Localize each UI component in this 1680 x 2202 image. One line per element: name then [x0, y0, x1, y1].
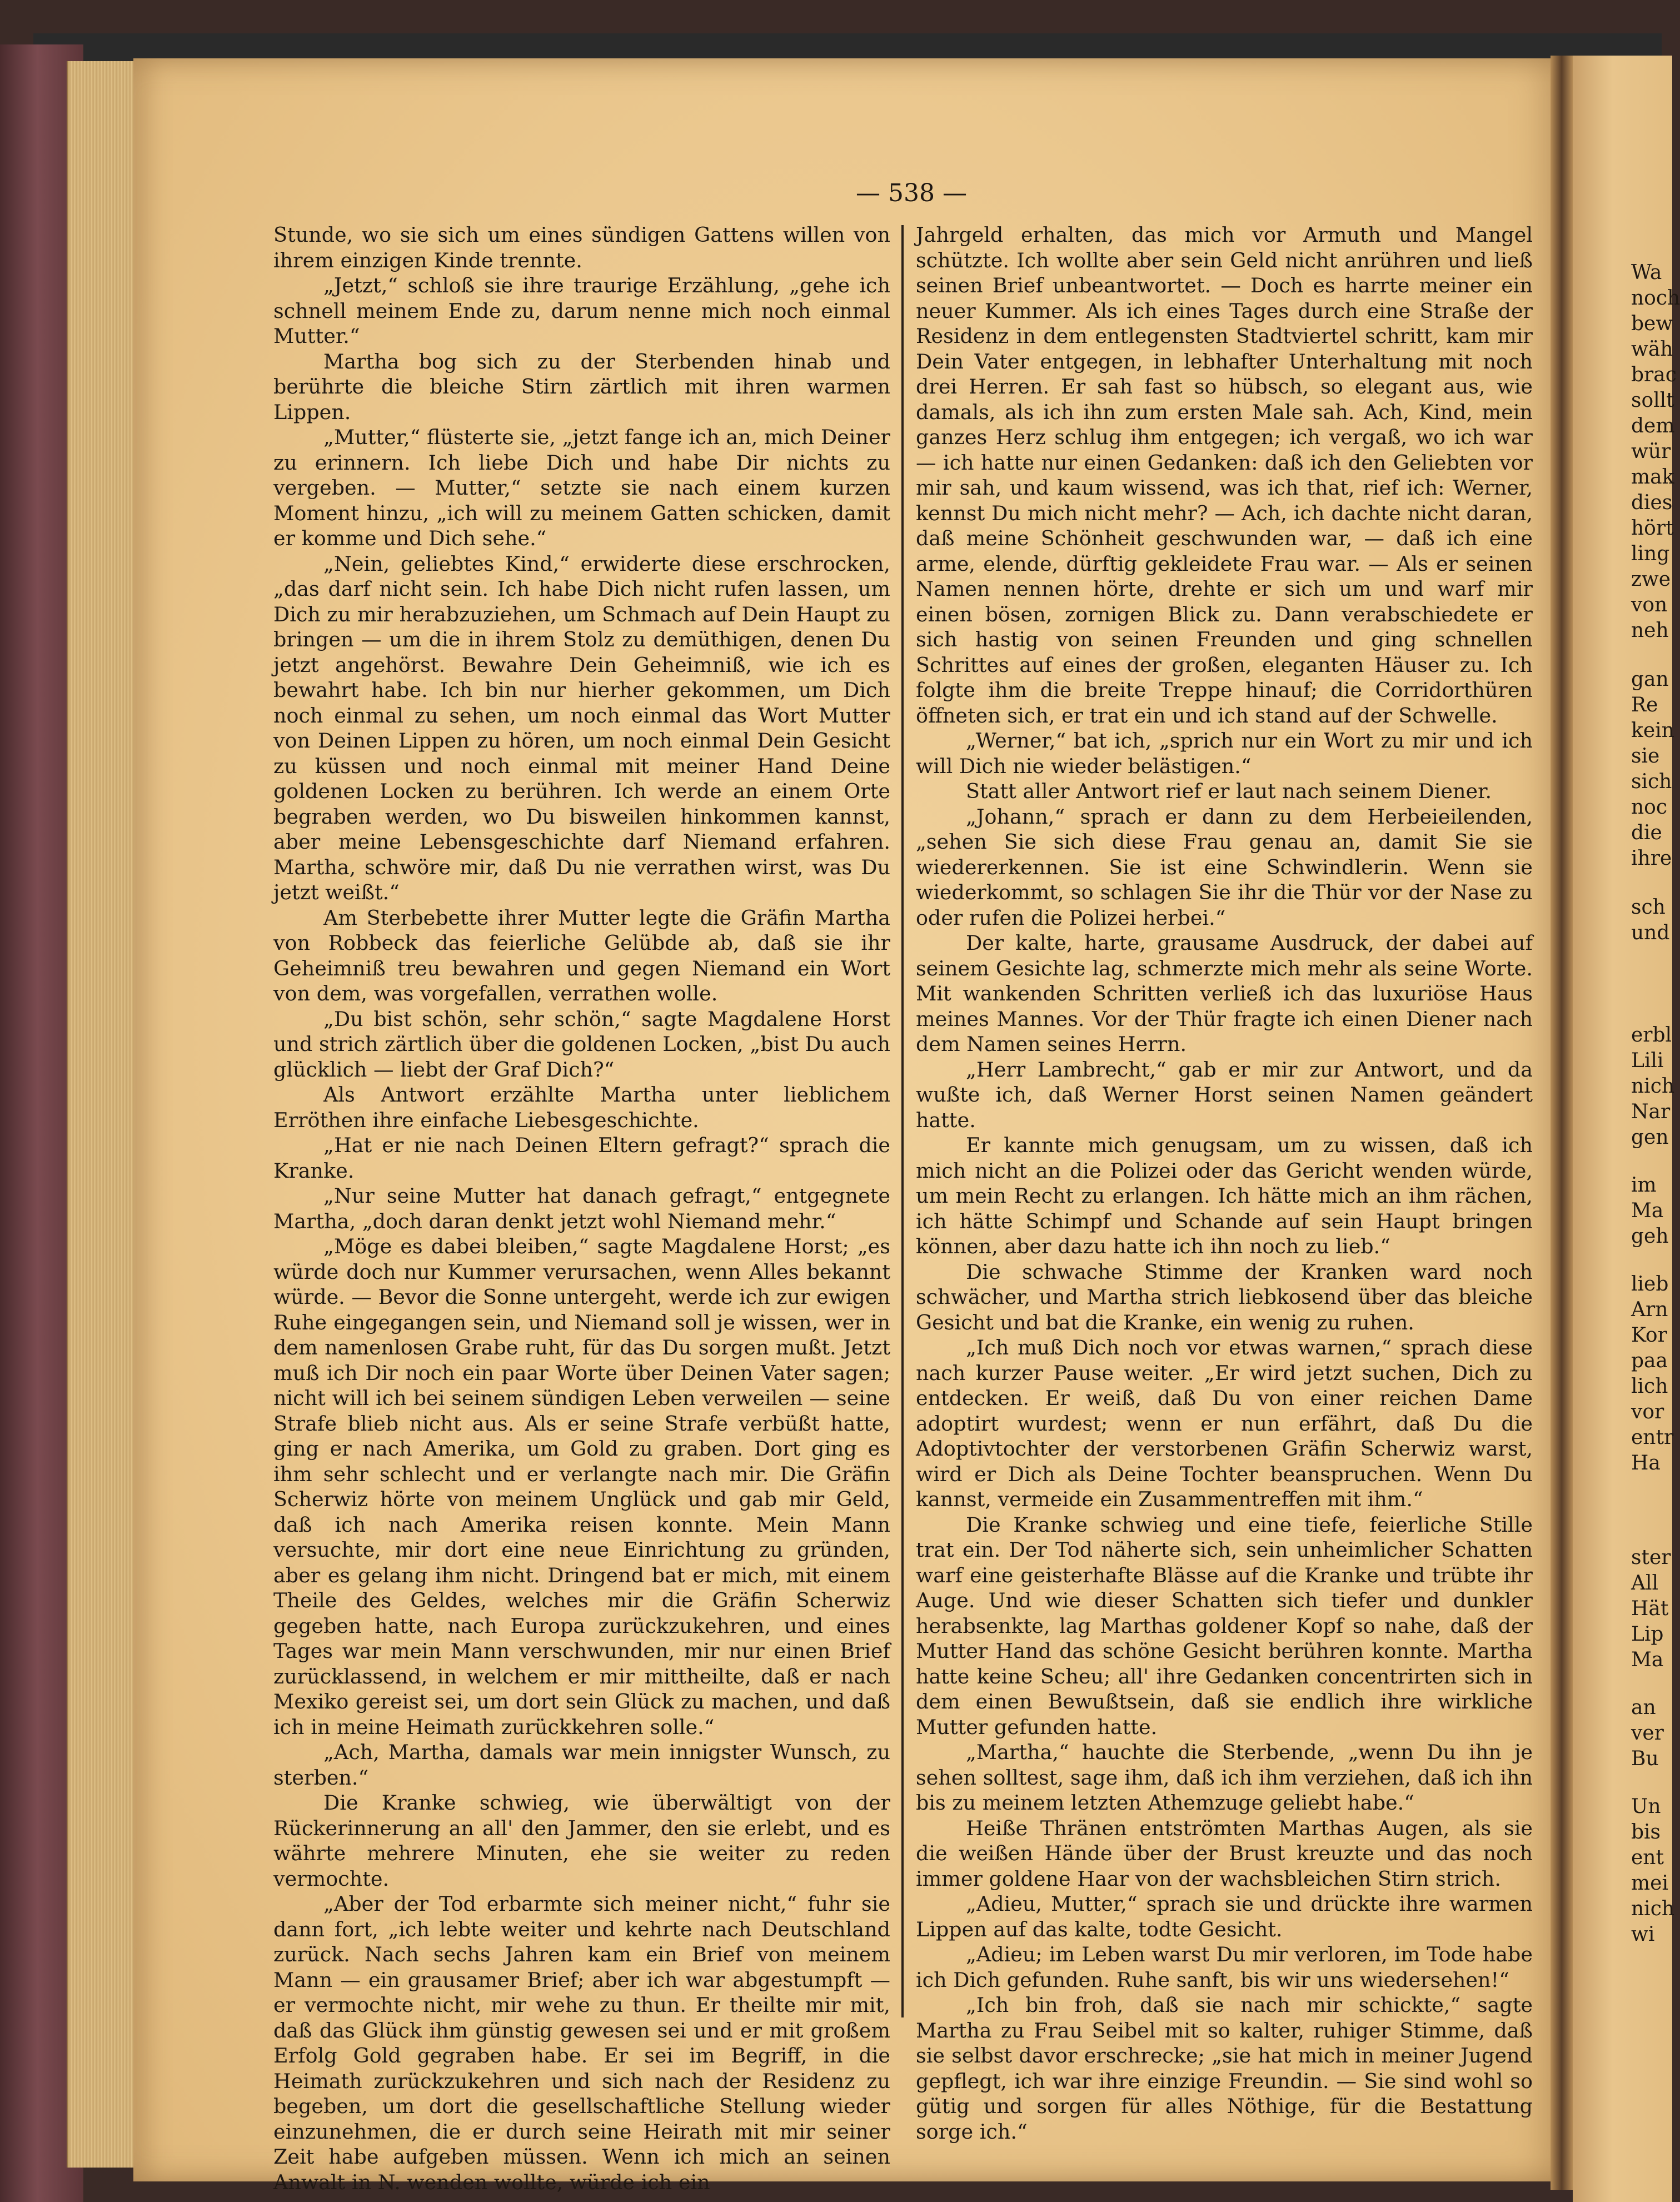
facing-page-line: lich — [1631, 1375, 1668, 1398]
paragraph: „Möge es dabei bleiben,“ sagte Magdalene Horst; „es würde doch nur Kummer verursachen, wenn Alles bekannt würde. — Bevor die Sonne untergeht, werde ich zur ewigen Ruhe eingegangen sein, und Niemand soll je wissen, wer in dem namenlosen Grabe ruht, für das Du sorgen mußt. Jetzt muß ich Dir noch ein paar Worte über Deinen Vater sagen; nicht will ich bei seinem sündigen Leben verweilen — seine Strafe blieb nicht aus. Als er seine Strafe verbüßt hatte, ging er nach Amerika, um Gold zu graben. Dort ging es ihm sehr schlecht und er verlangte nach mir. Die Gräfin Scherwiz hörte von meinem Unglück und gab mir Geld, daß ich nach Amerika reisen konnte. Mein Mann versuchte, mir dort eine neue Einrichtung zu gründen, aber es gelang ihm nicht. Dringend bat er mich, mit einem Theile des Geldes, welches mir die Gräfin Scherwiz gegeben hatte, nach Europa zurückzukehren, und eines Tages war mein Mann verschwunden, mir nur einen Brief zurücklassend, in welchem er mir mittheilte, daß er nach Mexiko gereist sei, um dort sein Glück zu machen, und daß ich in meine Heimath zurückkehren solle.“ — [273, 1234, 890, 1739]
facing-page-line: brac — [1631, 363, 1677, 386]
paragraph: „Nein, geliebtes Kind,“ erwiderte diese erschrocken, „das darf nicht sein. Ich habe Dich nicht rufen lassen, um Dich zu mir herabzuziehen, um Schmach auf Dein Haupt zu bringen — um die in ihrem Stolz zu demüthigen, denen Du jetzt angehörst. Bewahre Dein Geheimniß, wie ich es bewahrt habe. Ich bin nur hierher gekommen, um Dich noch einmal zu sehen, um noch einmal das Wort Mutter von Deinen Lippen zu hören, um noch einmal Dein Gesicht zu küssen und noch einmal mit meiner Hand Deine goldenen Locken zu berühren. Ich werde an einem Orte begraben werden, wo Du bisweilen hinkommen kannst, aber meine Lebensgeschichte darf Niemand erfahren. Martha, schwöre mir, daß Du nie verrathen wirst, was Du jetzt weißt.“ — [273, 551, 890, 904]
paragraph: „Ach, Martha, damals war mein innigster Wunsch, zu sterben.“ — [273, 1740, 890, 1790]
facing-page-line: Ma — [1631, 1199, 1664, 1222]
paragraph: „Ich bin froh, daß sie nach mir schickte,“ sagte Martha zu Frau Seibel mit so kalter, ruhiger Stimme, daß sie selbst davor erschrecke; „sie hat mich in meiner Jugend gepflegt, ich war ihre einzige Freundin. — Sie sind wohl so gütig und sorgen für alles Nöthige, für die Bestattung sorge ich.“ — [916, 1993, 1533, 2144]
facing-page-line: Wa — [1631, 261, 1662, 284]
paragraph: Die schwache Stimme der Kranken ward noch schwächer, und Martha strich liebkosend über das bleiche Gesicht und bat die Kranke, ein wenig zu ruhen. — [916, 1259, 1533, 1334]
facing-page-line: nich — [1631, 1075, 1675, 1098]
text-column-right — [916, 222, 1533, 2144]
paragraph: Der kalte, harte, grausame Ausdruck, der dabei auf seinem Gesichte lag, schmerzte mich mehr als seine Worte. Mit wankenden Schritten verließ ich das luxuriöse Haus meines Mannes. Vor der Thür fragte ich einen Diener nach dem Namen seines Herrn. — [916, 931, 1533, 1056]
facing-page-line: gen — [1631, 1126, 1669, 1149]
paragraph: Jahrgeld erhalten, das mich vor Armuth und Mangel schützte. Ich wollte aber sein Geld nicht anrühren und ließ seinen Brief unbeantwortet. — Doch es harrte meiner ein neuer Kummer. Als ich eines Tages durch eine Straße der Residenz in dem entlegensten Stadtviertel schritt, kam mir Dein Vater entgegen, in lebhafter Unterhaltung mit noch drei Herren. Er sah fast so hübsch, so elegant aus, wie damals, als ich ihn zum ersten Male sah. Ach, Kind, mein ganzes Herz schlug ihm entgegen; ich vergaß, wo ich war — ich hatte nur einen Gedanken: daß ich den Geliebten vor mir sah, und kaum wissend, was ich that, rief ich: Werner, kennst Du mich nicht mehr? — Ach, ich dachte nicht daran, daß meine Schönheit geschwunden war, — daß ich eine arme, elende, dürftig gekleidete Frau war. — Als er seinen Namen nennen hörte, drehte er sich um und warf mir einen bösen, zornigen Blick zu. Dann verabschiedete er sich hastig von seinen Freunden und ging schnellen Schrittes auf eines der großen, eleganten Häuser zu. Ich folgte ihm die breite Treppe hinauf; die Corridorthüren öffneten sich, er trat ein und ich stand auf der Schwelle. — [916, 223, 1533, 728]
facing-page-line: dem — [1631, 415, 1675, 437]
facing-page-line: Re — [1631, 694, 1658, 716]
facing-page-line: Kor — [1631, 1324, 1667, 1347]
text-column-left — [273, 222, 890, 2194]
facing-page-line: von — [1631, 594, 1668, 616]
facing-page-line: sch — [1631, 896, 1666, 919]
facing-page-line: Nar — [1631, 1100, 1671, 1123]
facing-page-line: an — [1631, 1696, 1656, 1719]
paragraph: „Mutter,“ flüsterte sie, „jetzt fange ich an, mich Deiner zu erinnern. Ich liebe Dich und habe Dir nichts zu vergeben. — Mutter,“ setzte sie nach einem kurzen Moment hinzu, „ich will zu meinem Gatten schicken, damit er komme und Dich sehe.“ — [273, 425, 890, 550]
paragraph: „Nur seine Mutter hat danach gefragt,“ entgegnete Martha, „doch daran denkt jetzt wohl Niemand mehr.“ — [273, 1184, 890, 1233]
facing-page-line: lieb — [1631, 1273, 1669, 1296]
facing-page-line: dies — [1631, 491, 1673, 514]
facing-page-line: ihre — [1631, 847, 1672, 870]
facing-page-line: Hät — [1631, 1597, 1669, 1620]
facing-page-line: neh — [1631, 619, 1669, 642]
facing-page-line: Arn — [1631, 1298, 1668, 1321]
facing-page-line: ster — [1631, 1546, 1671, 1569]
column-divider — [901, 225, 904, 2017]
paragraph: Martha bog sich zu der Sterbenden hinab und berührte die bleiche Stirn zärtlich mit ihren warmen Lippen. — [273, 349, 890, 424]
facing-page-line: erbl — [1631, 1024, 1672, 1047]
facing-page-line: Bu — [1631, 1747, 1659, 1770]
facing-page-line: All — [1631, 1572, 1659, 1595]
facing-page-line: paa — [1631, 1349, 1668, 1372]
paragraph: „Du bist schön, sehr schön,“ sagte Magdalene Horst und strich zärtlich über die goldenen Locken, „bist Du auch glücklich — liebt der Graf Dich?“ — [273, 1007, 890, 1082]
facing-page-line: zwe — [1631, 568, 1671, 591]
paragraph: Die Kranke schwieg, wie überwältigt von der Rückerinnerung an all' den Jammer, den sie erlebt, und es währte mehrere Minuten, ehe sie weiter zu reden vermochte. — [273, 1791, 890, 1891]
facing-page-line: bew — [1631, 312, 1673, 335]
paragraph: Die Kranke schwieg und eine tiefe, feierliche Stille trat ein. Der Tod näherte sich, sein unheimlicher Schatten warf eine geisterhafte Blässe auf die Kranke und trübte ihr Auge. Und wie dieser Schatten sich tiefer und dunkler herabsenkte, lag Marthas goldener Kopf so nahe, daß der Mutter Hand das schöne Gesicht berühren konnte. Martha hatte keine Scheu; all' ihre Gedanken concentrirten sich in dem einen Bewußtsein, daß sie endlich ihre wirkliche Mutter gefunden hatte. — [916, 1512, 1533, 1739]
paragraph: Statt aller Antwort rief er laut nach seinem Diener. — [966, 779, 1492, 803]
facing-page-line: gan — [1631, 668, 1669, 691]
facing-page-line: und — [1631, 921, 1670, 944]
page-number: — 538 — — [856, 179, 967, 207]
facing-page-line: vor — [1631, 1401, 1664, 1423]
book-gutter — [1551, 56, 1573, 2190]
paragraph: „Werner,“ bat ich, „sprich nur ein Wort zu mir und ich will Dich nie wieder belästigen.“ — [916, 729, 1533, 778]
facing-page-line: entr — [1631, 1426, 1674, 1449]
facing-page-line: Lili — [1631, 1049, 1664, 1072]
paragraph: Stunde, wo sie sich um eines sündigen Gattens willen von ihrem einzigen Kinde trennte. — [273, 223, 890, 272]
facing-page-line: Lip — [1631, 1623, 1664, 1646]
facing-page-line: hört — [1631, 517, 1674, 540]
facing-page-line: wür — [1631, 440, 1671, 463]
facing-page-line: wi — [1631, 1923, 1655, 1946]
facing-page-line: mak — [1631, 466, 1674, 489]
facing-page-line: geh — [1631, 1225, 1669, 1248]
paragraph: „Hat er nie nach Deinen Eltern gefragt?“ sprach die Kranke. — [273, 1133, 890, 1183]
paragraph: „Martha,“ hauchte die Sterbende, „wenn Du ihn je sehen solltest, sage ihm, daß ich ihm verziehen, daß ich ihn bis zu meinem letzten Athemzuge geliebt habe.“ — [916, 1740, 1533, 1815]
paragraph: „Adieu; im Leben warst Du mir verloren, im Tode habe ich Dich gefunden. Ruhe sanft, bis wir uns wiedersehen!“ — [916, 1942, 1533, 1992]
facing-page-line: sich — [1631, 770, 1672, 793]
facing-page-line: Ha — [1631, 1452, 1661, 1474]
paragraph: Heiße Thränen entströmten Marthas Augen, als sie die weißen Hände über der Brust kreuzte und das noch immer goldene Haar von der wachsbleichen Stirn strich. — [916, 1816, 1533, 1891]
facing-page-line: im — [1631, 1174, 1657, 1197]
facing-page-line: sollt — [1631, 389, 1674, 412]
paragraph: Er kannte mich genugsam, um zu wissen, daß ich mich nicht an die Polizei oder das Gericht wenden würde, um mein Recht zu erlangen. Ich hätte mich an ihm rächen, ich hätte Schimpf und Schande auf sein Haupt bringen können, aber dazu hatte ich ihn noch zu lieb.“ — [916, 1133, 1533, 1258]
facing-page-line: ling — [1631, 542, 1670, 565]
paragraph: „Jetzt,“ schloß sie ihre traurige Erzählung, „gehe ich schnell meinem Ende zu, darum nenne mich noch einmal Mutter.“ — [273, 273, 890, 348]
facing-page-line: nich — [1631, 1897, 1675, 1920]
facing-page-line: ent — [1631, 1846, 1664, 1869]
paragraph: „Herr Lambrecht,“ gab er mir zur Antwort, und da wußte ich, daß Werner Horst seinen Namen geändert hatte. — [916, 1057, 1533, 1132]
facing-page-line: Un — [1631, 1795, 1661, 1818]
facing-page-line: noch — [1631, 287, 1680, 310]
paragraph: „Aber der Tod erbarmte sich meiner nicht,“ fuhr sie dann fort, „ich lebte weiter und kehrte nach Deutschland zurück. Nach sechs Jahren kam ein Brief von meinem Mann — ein grausamer Brief; aber ich war abgestumpft — er vermochte nicht, mir wehe zu thun. Er theilte mir mit, daß das Glück ihm günstig gewesen sei und er mit großem Erfolg Gold gegraben habe. Er sei im Begriff, in die Heimath zurückzukehren und sich nach der Residenz zu begeben, um dort die gesellschaftliche Stellung wieder einzunehmen, die er durch seine Heirath mit mir seiner Zeit habe aufgeben müssen. Wenn ich mich an seinen Anwalt in N. wenden wollte, würde ich ein — [273, 1892, 890, 2194]
facing-page-line: die — [1631, 821, 1662, 844]
facing-page-line: Ma — [1631, 1648, 1664, 1671]
facing-page-line: kein — [1631, 719, 1674, 742]
paragraph: Als Antwort erzählte Martha unter lieblichem Erröthen ihre einfache Liebesgeschichte. — [273, 1083, 890, 1132]
facing-page-line: bis — [1631, 1821, 1661, 1844]
paragraph: „Ich muß Dich noch vor etwas warnen,“ sprach diese nach kurzer Pause weiter. „Er wird jetzt suchen, Dich zu entdecken. Er weiß, daß Du von einer reichen Dame adoptirt wurdest; wenn er nun erfährt, daß Du die Adoptivtochter der verstorbenen Gräfin Scherwiz warst, wird er Dich als Deine Tochter beanspruchen. Wenn Du kannst, vermeide ein Zusammentreffen mit ihm.“ — [916, 1336, 1533, 1511]
facing-page-line: mei — [1631, 1872, 1668, 1895]
paragraph: „Johann,“ sprach er dann zu dem Herbeieilenden, „sehen Sie sich diese Frau genau an, damit Sie sie wiedererkennen. Sie ist eine Schwindlerin. Wenn sie wiederkommt, so schlagen Sie ihr die Thür vor der Nase zu oder rufen die Polizei herbei.“ — [916, 804, 1533, 930]
paragraph: Am Sterbebette ihrer Mutter legte die Gräfin Martha von Robbeck das feierliche Gelübde ab, daß sie ihr Geheimniß treu bewahren und gegen Niemand ein Wort von dem, was vorgefallen, verrathen wolle. — [273, 905, 890, 1005]
facing-page-line: noc — [1631, 796, 1668, 819]
facing-page-line: wäh — [1631, 338, 1673, 361]
paragraph: „Adieu, Mutter,“ sprach sie und drückte ihre warmen Lippen auf das kalte, todte Gesicht. — [916, 1892, 1533, 1941]
facing-page-line: ver — [1631, 1722, 1664, 1745]
facing-page-line: sie — [1631, 745, 1660, 768]
